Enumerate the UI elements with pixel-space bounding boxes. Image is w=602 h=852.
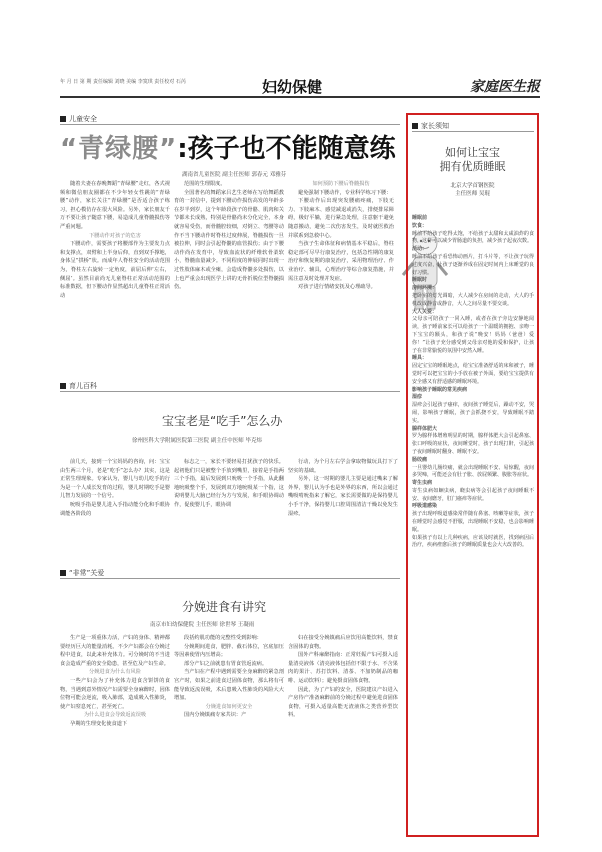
panel-subheading: 房间环境： xyxy=(412,285,438,292)
section-rule xyxy=(60,124,400,125)
panel-subheading: 肠绞痛 xyxy=(412,456,428,463)
panel-paragraph: 父母亲可陪孩子一同入睡，或者在孩子旁边安静地阅读，孩子睡前家长可以给孩子一个温暖的拥抱、亲吻一下宝宝的额头，和孩子说“晚安！妈妈（爸爸）爱你！”让孩子充分感受到父母亲对他的爱和保护，让孩子在非常愉悦的氛围中安然入睡。 xyxy=(412,316,534,354)
panel-subheading: 活动： xyxy=(412,246,428,253)
panel-subheading: 饮食： xyxy=(412,222,428,229)
panel-paragraph: 孩子出现呼吸道感染常伴随有鼻塞、咳嗽等症状，孩子在睡觉时会感觉不舒服，出现睡眠不安稳，也会影响睡眠。 xyxy=(412,511,534,533)
panel-subheading: 大人关爱： xyxy=(412,308,438,315)
panel-subheading: 睡眠前 xyxy=(412,215,428,221)
panel-title: 如何让宝宝 拥有优质睡眠 xyxy=(439,146,506,173)
panel-paragraph: 湿疹会引起孩子瘙痒，夜间孩子睡觉后，躁动不安，哭闹，影响孩子睡眠，孩子会抓挠不安，导致睡眠不踏实。 xyxy=(412,402,534,424)
header-rule xyxy=(60,96,540,98)
headline: “青绿腰”:孩子也不能随意练 xyxy=(60,134,396,164)
byline: 徐州医科大学附属医院第三医院 副主任中医师 毕克炜 xyxy=(132,438,262,444)
panel-author: 北京大学首钢医院 主任医师 吴琨 xyxy=(450,183,495,197)
panel-subheading: 湿疹 xyxy=(412,394,423,401)
article-column: 标志之一，家长不要轻易打扰孩子的快乐。起初他们只是被整个手放到嘴里，接着是手指两三个手指，最后发展到只吮吸一个手指，从此翻地吮吸整个手，发展到双方地吮吸某一个指，这说明婴儿大脑已经行为方与发展，和手眼协调动作，促使婴儿手，眼协调 xyxy=(174,459,284,508)
section-label-special-care: “非常”关爱 xyxy=(60,568,104,578)
article-title-delivery-eating: 分娩进食有讲究 xyxy=(182,600,267,614)
section-label-parents-notice: 家长须知 xyxy=(412,121,449,131)
panel-subheading: 呼吸道感染 xyxy=(412,503,438,510)
panel-subheading: 影响孩子睡眠的常见疾病 xyxy=(412,386,468,393)
panel-paragraph: 把卧室的灯光调暗，大人减少在房间的走动，大人的手机改成静音或静音，大人之间尽量不要交谈。 xyxy=(412,292,534,307)
panel-body xyxy=(412,215,534,550)
article-column: 妇在接受分娩镇痛后应饮用高能饮料，禁食含固体的食物。 国外产科麻醉指南：正常妊娠产妇可摄入适量清亮液体（清亮液体包括但不限于水、不含果肉的果汁、苏打饮料、清茶、不加奶制品的咖啡、运动饮料）；避免摄食固体食物。 因此，为了产妇的安全，医院建议产妇进入产房待产准备麻醉前的分娩过程中避免进食固体食物，可摄入适量高能无渣液体之类营养型饮料。 xyxy=(288,635,398,719)
article-column: 如何预防下腰后脊髓损伤 避免强制下腰动作，专业科学练习下腰： 下腰动作后出现突发腰痛疼痛，下肢无力、下肢麻木、感觉减退或消失，排便排尿障碍，极好平躺，进行紧急处理，注意躯干避免随意搬动，避免二次伤害发生，及时就医救治并联系到急救中心。 当孩子生命体征和病情基本平稳后，脊柱稳定部可尽早行康复治疗，包括急性期的康复治疗和恢复期的康复治疗，采用物理治疗、作业治疗、辅具，心理治疗等综合康复措施，并需注意及时处理并发症。 对孩子进行情绪安抚及心理疏导。 xyxy=(288,181,394,291)
panel-paragraph: 如果孩子有以上几种疾病，应该及时就医，找到病因后治疗，疾病痊愈后孩子的睡眠质量也会大大改善的。 xyxy=(412,534,534,549)
byline: 湖南省儿童医院 副主任医师 郭春元 邓雅芬 xyxy=(182,172,287,178)
article-column: 范围的生理限度。 全国著名的舞蹈家吕艺生老师在写给舞蹈教育的一封信中，提到下腰动作损伤高发的年龄多在岁半到岁，这个年龄段孩子的骨骼、肌肉和关节都未长成熟，特别是骨骼尚未分化完全，本身就容易受伤，而骨髓腔较细，对倒立、弯腰等动作不当下腰动作时脊柱过度伸展，脊髓损伤一旦被拉伸，同时会引起脊髓的血管损伤；由于下腰动作尚在发育中，导致血流状的纤维软骨柔软小，脊髓血量减少。不同程度的伸展同时出现一过性肢体麻木或全瘫，会造成脊髓多处损伤，以上也严重会出现医学上讲的无骨折脱位型脊髓损伤。 xyxy=(174,181,284,291)
article-column: 前几天，接到一个宝妈妈的咨询，问：宝宝由生两三个月，老是“吃手”怎么办？其实，这是正常生理现象。专家认为，婴儿与幼儿吃手的行为是一个人成长发育的过程，婴儿时期吃手是婴儿智力发展的一个信号。 吮吸手指是婴儿进入手指动能分化和手眼协调能各阶段的 xyxy=(60,459,170,517)
article-column: 段括约肌功能的完整性受到影响： 分娩期间进食，肥胖、截石体位，宫底加压等因素使胃内压增高； 部分产妇之前就患有胃食管返流病。 当产妇在产程中遇到需要全身麻醉的紧急剖宫产时，如果之前进食过固体食物，那么将有可能导致返流误吸，术后患吸入性肺炎的风险大大增加。 分娩进食如何更安全 国内分娩镇痛专家共识：产 xyxy=(174,635,284,719)
panel-subheading: 睡眠时 xyxy=(412,277,428,284)
article-column: 随着夫妻在春晚舞蹈“青绿腰”走红，各式视频和微信朋友圈都在不少年轻女性跳的“青绿腰”动作，家长关注“青绿腰”是否适合孩子练习，担心模仿存在很大风险。另外，家长朋友千万不要让孩子随意下腰，易造成儿童脊髓损伤等严重问题。 下腰动作对孩子的危害 下腰动作，需要孩子将腰部作为主要发力点和支撑点，双臂和上半身后仰，直到双手撑地，身体呈“拱桥”状。而成年人脊柱安全的活动范围为，脊柱左右旋转一定角度，前屈后伸‘左右，侧屈’。虽然目前尚无儿童脊柱正常活动范围的标准数据，但下腰动作显然超出儿童脊柱正常活动 xyxy=(60,181,170,299)
page-title: 妇幼保健 xyxy=(262,78,323,96)
panel-subheading: 腺样体肥大 xyxy=(412,425,438,432)
panel-paragraph: 睡前不给孩子看恐怖动画片，打斗片等，不让孩子玩得过度兴奋，让孩子逐渐养成在固定时间内上床睡觉的良好习惯。 xyxy=(412,253,534,276)
section-rule xyxy=(60,578,400,579)
panel-subheading: 睡具： xyxy=(412,355,428,362)
section-label-child-safety: 儿童安全 xyxy=(60,114,97,124)
byline: 南京市妇幼保健院 主任医师 徐世琴 王凝雨 xyxy=(150,622,255,628)
panel-subheading: 寄生虫病 xyxy=(412,480,433,487)
article-title-thumb-sucking: 宝宝老是“吃手”怎么办 xyxy=(162,414,283,428)
panel-paragraph: 固定宝宝的睡眠地点，给宝宝准备舒适的床和被子，睡觉时可以把宝宝的小手放在被子外面，要给宝宝提供有安全感又有舒适感的睡眠环境。 xyxy=(412,363,534,385)
panel-paragraph: 罗为腺样体增殖明显的时期，腺样体肥大会引起鼻塞、张口呼吸的症状，夜间睡觉时，孩子出现打鼾，引起孩子夜间睡眠时翻身、睡眠不安。 xyxy=(412,433,534,455)
section-label-parenting: 育儿百科 xyxy=(60,381,97,391)
article-column: 生产是一项重体力活，产妇的身体、精神都要经历巨大的能量消耗。不少产妇都会在分娩过程中进食，以此来补充体力。可分娩时的不当进食会造成严重的安全隐患，甚至危及产妇生命。 分娩进食为什么有风险 一些产妇会为了补充体力进食含饼饼的食物，当遇到意外情况产妇需要全身麻醉时，因体位物可能会逆流，吸入肺部，造成吸入性肺炎，使产妇窒息死亡，甚至死亡。 为什么进食会导致返流误吸 孕期的生理变化使食道下 xyxy=(60,635,170,727)
panel-paragraph: 一旦婴幼儿肠绞痛，就会出现睡眠不安、易惊醒，夜间多哭啼，可能还会有肚子胀、放屁频繁、腹胀等症状。 xyxy=(412,464,534,479)
panel-paragraph: 睡前不给孩子吃得太饱，不给孩子太甜和太咸油炸的食物，这样可以减少胃肠道的负担，减少孩子起夜次数。 xyxy=(412,230,534,245)
brand-logo: 家庭医生报 xyxy=(470,79,540,95)
panel-paragraph: 寄生虫病如蛔虫病，蛲虫病等会引起孩子夜间睡眠不安、夜间磨牙，肛门瘙痒等症状。 xyxy=(412,487,534,502)
article-column: 行动，为个月左右学会拿取物做玩具打下了坚实的基础。 另外，这一时期的婴儿主要是通过嘴来了解外界，婴儿认为手也是外界的东西，所以会通过嘴吸啃吮指来了解它，家长需要做的是保持婴儿小手干净，保持婴儿口腔周围清洁干燥以免发生湿疹。 xyxy=(288,459,398,517)
header-strip: 年 月 日 第 期 责任编辑 刘晓 美编 李寞琪 责任校对 石芮 xyxy=(60,79,186,85)
section-rule xyxy=(412,131,534,132)
section-rule xyxy=(60,391,400,392)
